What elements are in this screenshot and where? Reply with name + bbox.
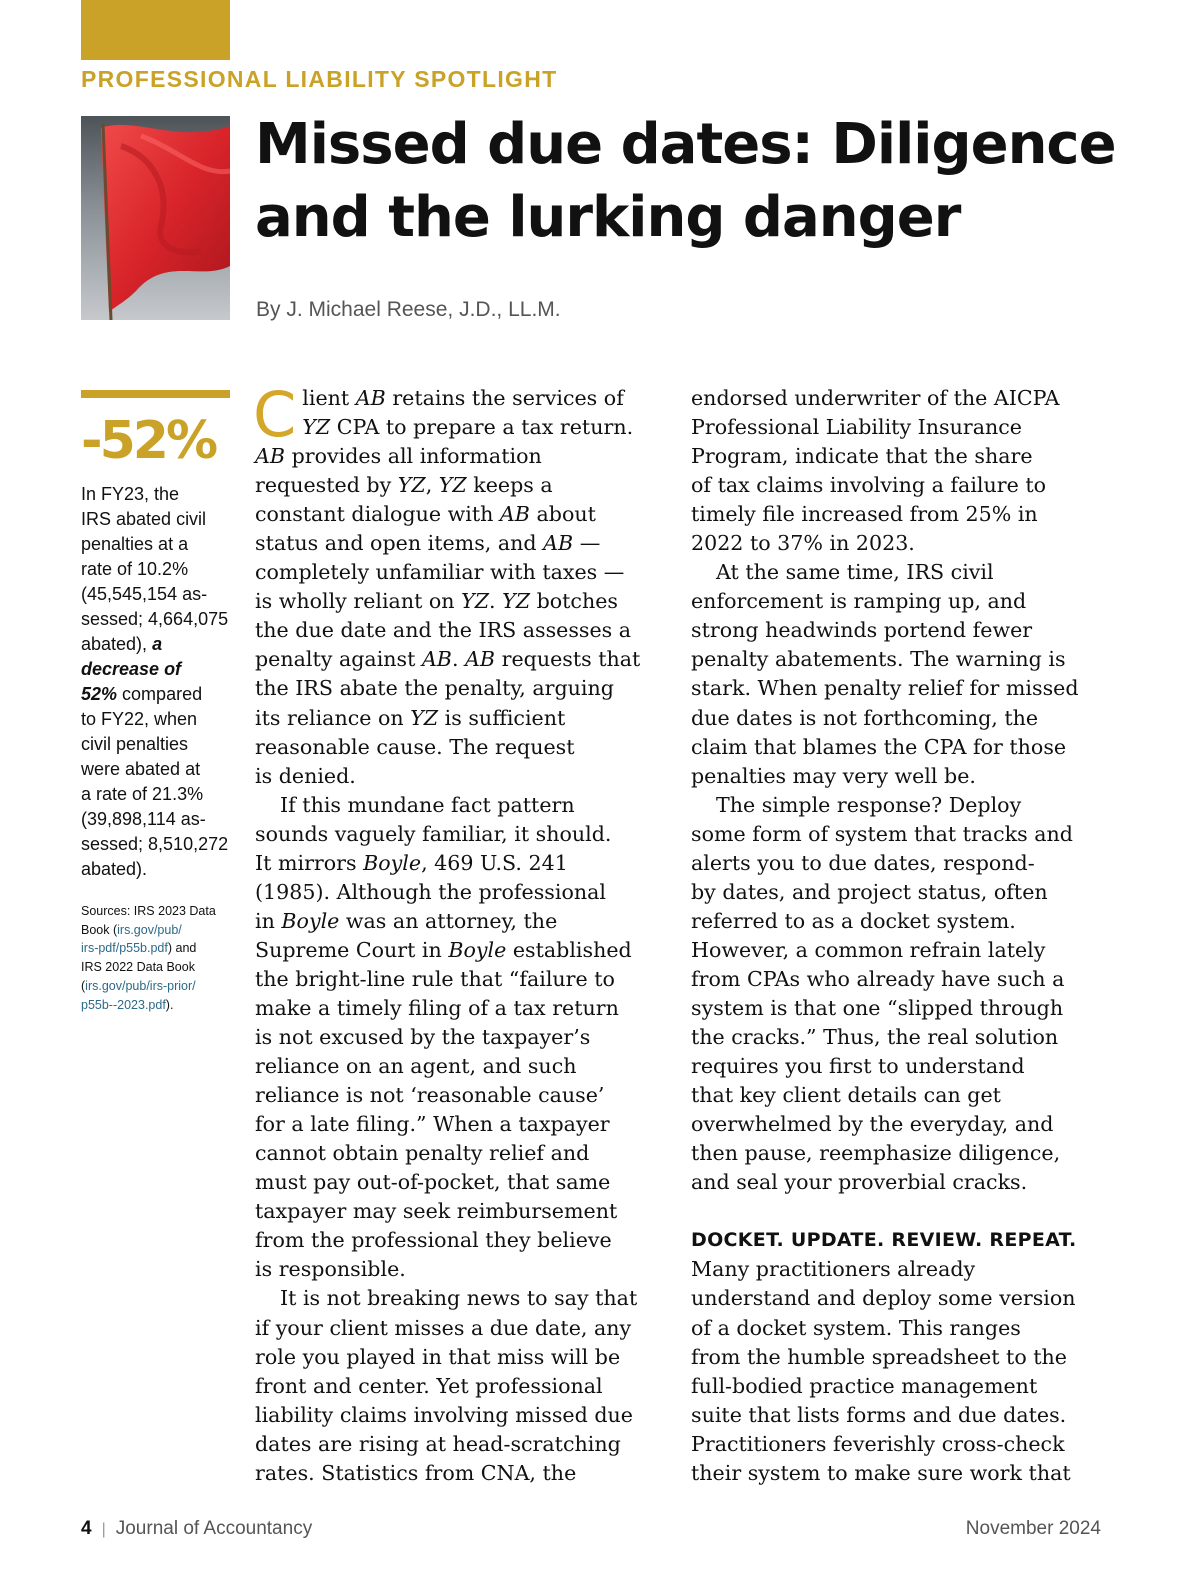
body-line: enforcement is ramping up, and [691, 589, 1027, 614]
stat-line: abated), [81, 634, 148, 654]
stat-line: civil penalties [81, 734, 189, 754]
body-line: timely file increased from 25% in [691, 502, 1038, 527]
body-line: It is not breaking news to say that [280, 1286, 638, 1311]
body-line: At the same time, IRS civil [716, 560, 994, 585]
body-line: Many practitioners already [691, 1257, 976, 1282]
sources-note [81, 902, 233, 1014]
body-line: suite that lists forms and due dates. [691, 1402, 1067, 1427]
body-line: Practitioners feverishly cross-check [691, 1431, 1065, 1456]
body-line: dates are rising at head-scratching [255, 1431, 621, 1456]
body-line: stark. When penalty relief for missed [691, 676, 1079, 701]
stat-line: a rate of 21.3% [81, 784, 204, 804]
body-line: status and open items, and AB — [255, 531, 601, 556]
body-line: YZ CPA to prepare a tax return. [302, 415, 634, 440]
article-column-2 [691, 384, 1106, 1488]
body-line: the due date and the IRS assesses a [255, 618, 632, 643]
stat-figure: -52% [81, 411, 216, 471]
section-subhead: DOCKET. UPDATE. REVIEW. REPEAT. [691, 1229, 1077, 1252]
stat-emphasis: a [152, 634, 163, 654]
source-link-2023[interactable]: irs-pdf/p55b.pdf [81, 941, 168, 956]
stat-line: to FY22, when [81, 709, 198, 729]
body-line: 2022 to 37% in 2023. [691, 531, 915, 556]
body-line: role you played in that miss will be [255, 1344, 621, 1369]
body-line: if your client misses a due date, any [255, 1315, 632, 1340]
stat-line: sessed; 4,664,075 [81, 609, 229, 629]
byline: By J. Michael Reese, J.D., LL.M. [256, 298, 561, 321]
body-line: requires you first to understand [691, 1054, 1025, 1079]
body-line: is not excused by the taxpayer’s [255, 1025, 591, 1050]
body-line: The simple response? Deploy [716, 792, 1022, 817]
header-accent-bar [81, 0, 230, 60]
footer-separator: | [101, 1521, 106, 1538]
body-line: penalty against AB. AB requests that [255, 647, 641, 672]
source-link-2022[interactable]: p55b--2023.pdf [81, 997, 166, 1012]
body-line: sounds vaguely familiar, it should. [255, 821, 612, 846]
sources-text: ) and [167, 941, 197, 956]
stat-line: IRS abated civil [81, 509, 207, 529]
stat-line: sessed; 8,510,272 [81, 834, 229, 854]
issue-date: November 2024 [965, 1518, 1101, 1539]
sources-text: Book ( [81, 922, 118, 937]
body-line: is wholly reliant on YZ. YZ botches [255, 589, 618, 614]
section-kicker: PROFESSIONAL LIABILITY SPOTLIGHT [81, 66, 558, 92]
headline-line-1: Missed due dates: Diligence [255, 112, 1116, 177]
page-footer-left [81, 1518, 312, 1540]
body-line: must pay out-of-pocket, that same [255, 1170, 611, 1195]
body-line: rates. Statistics from CNA, the [255, 1460, 577, 1485]
stat-description [81, 482, 233, 882]
sidebar-rule [81, 390, 230, 398]
body-line: cannot obtain penalty relief and [255, 1141, 590, 1166]
body-line: (1985). Although the professional [255, 879, 606, 904]
body-line: AB provides all information [255, 444, 542, 469]
headline-line-2: and the lurking danger [255, 185, 961, 250]
body-line: make a timely filing of a tax return [255, 995, 619, 1020]
body-line: It mirrors Boyle, 469 U.S. 241 [255, 850, 568, 875]
body-line: the bright-line rule that “failure to [255, 966, 615, 991]
body-line: their system to make sure work that [691, 1460, 1071, 1485]
article-headline [255, 108, 1155, 254]
stat-line: penalties at a [81, 534, 189, 554]
body-line: taxpayer may seek reimbursement [255, 1199, 618, 1224]
body-line: If this mundane fact pattern [280, 792, 575, 817]
body-line: its reliance on YZ is sufficient [255, 705, 566, 730]
sources-text: IRS 2022 Data Book [81, 960, 195, 975]
body-line: reliance on an agent, and such [255, 1054, 577, 1079]
stat-line: rate of 10.2% [81, 559, 189, 579]
stat-line: compared [122, 684, 203, 704]
body-line: for a late filing.” When a taxpayer [255, 1112, 610, 1137]
body-line: constant dialogue with AB about [255, 502, 596, 527]
body-line: in Boyle was an attorney, the [255, 908, 558, 933]
body-line: penalty abatements. The warning is [691, 647, 1066, 672]
body-line: However, a common refrain lately [691, 937, 1046, 962]
body-line: penalties may very well be. [691, 763, 976, 788]
body-line: Program, indicate that the share [691, 444, 1033, 469]
stat-emphasis: 52% [81, 684, 118, 704]
body-line: system is that one “slipped through [691, 995, 1064, 1020]
body-line: endorsed underwriter of the AICPA [691, 386, 1060, 410]
body-line: Professional Liability Insurance [691, 415, 1022, 440]
body-line: then pause, reemphasize diligence, [691, 1141, 1061, 1166]
source-link-2022[interactable]: irs.gov/pub/irs-prior/ [85, 978, 196, 993]
body-line: the IRS abate the penalty, arguing [255, 676, 614, 701]
body-line: overwhelmed by the everyday, and [691, 1112, 1054, 1137]
red-flag-image [81, 116, 230, 320]
body-line: is denied. [255, 763, 356, 788]
body-line: claim that blames the CPA for those [691, 734, 1067, 759]
body-line: requested by YZ, YZ keeps a [255, 473, 553, 498]
body-line: Supreme Court in Boyle established [255, 937, 632, 962]
article-column-1 [253, 378, 665, 1488]
body-line: of a docket system. This ranges [691, 1315, 1021, 1340]
body-line: full-bodied practice management [691, 1373, 1038, 1398]
body-line: from the humble spreadsheet to the [691, 1344, 1067, 1369]
paragraph-spacer [691, 1197, 1106, 1226]
body-line: strong headwinds portend fewer [691, 618, 1033, 643]
body-line: due dates is not forthcoming, the [691, 705, 1039, 730]
body-line: and seal your proverbial cracks. [691, 1170, 1028, 1195]
stat-line: (45,545,154 as- [81, 584, 208, 604]
drop-cap: C [253, 378, 297, 451]
body-line: is responsible. [255, 1257, 406, 1282]
body-line: of tax claims involving a failure to [691, 473, 1047, 498]
body-line: that key client details can get [691, 1083, 1001, 1108]
stat-line: In FY23, the [81, 484, 180, 504]
stat-emphasis: decrease of [81, 659, 182, 679]
body-line: lient AB retains the services of [302, 386, 624, 410]
body-line: from the professional they believe [255, 1228, 612, 1253]
stat-line: abated). [81, 859, 148, 879]
body-line: completely unfamiliar with taxes — [255, 560, 625, 585]
body-line: front and center. Yet professional [255, 1373, 603, 1398]
body-line: some form of system that tracks and [691, 821, 1073, 846]
publication-name: Journal of Accountancy [115, 1518, 313, 1539]
body-line: alerts you to due dates, respond- [691, 850, 1035, 875]
stat-line: were abated at [81, 759, 201, 779]
sources-text: ). [165, 997, 174, 1012]
sources-text: Sources: IRS 2023 Data [81, 904, 216, 918]
body-line: liability claims involving missed due [255, 1402, 633, 1427]
stat-line: (39,898,114 as- [81, 809, 206, 829]
body-line: referred to as a docket system. [691, 908, 1016, 933]
sources-text: ( [81, 978, 86, 993]
stat-sidebar [81, 390, 233, 1014]
body-line: the cracks.” Thus, the real solution [691, 1025, 1059, 1050]
page-number: 4 [81, 1518, 92, 1539]
body-line: reliance is not ‘reasonable cause’ [255, 1083, 605, 1108]
body-line: from CPAs who already have such a [691, 966, 1065, 991]
body-line: reasonable cause. The request [255, 734, 575, 759]
source-link-2023[interactable]: irs.gov/pub/ [117, 922, 182, 937]
body-line: by dates, and project status, often [691, 879, 1048, 904]
body-line: understand and deploy some version [691, 1286, 1076, 1311]
